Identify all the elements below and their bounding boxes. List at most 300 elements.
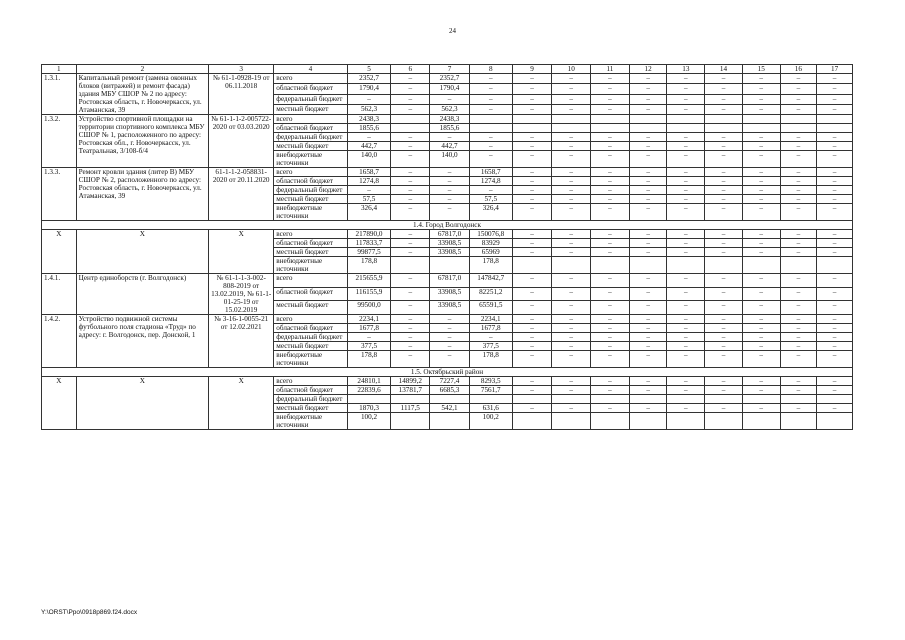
value-cell: 1677,8 bbox=[347, 324, 391, 333]
value-cell bbox=[430, 413, 470, 430]
value-cell: – bbox=[705, 104, 743, 114]
value-cell: – bbox=[817, 315, 853, 324]
value-cell: – bbox=[629, 195, 667, 204]
funding-source: всего bbox=[274, 230, 347, 239]
value-cell: – bbox=[591, 301, 630, 315]
funding-source: всего bbox=[274, 315, 347, 324]
funding-source: местный бюджет bbox=[274, 404, 347, 413]
value-cell: – bbox=[552, 351, 591, 368]
value-cell bbox=[817, 395, 853, 404]
item-number: 1.3.1. bbox=[42, 74, 77, 115]
value-cell bbox=[347, 395, 391, 404]
value-cell: – bbox=[817, 386, 853, 395]
value-cell: – bbox=[705, 274, 743, 288]
value-cell: – bbox=[705, 324, 743, 333]
funding-source: местный бюджет bbox=[274, 301, 347, 315]
value-cell: – bbox=[742, 239, 780, 248]
value-cell: – bbox=[391, 274, 430, 288]
value-cell: – bbox=[780, 404, 817, 413]
funding-source: местный бюджет bbox=[274, 142, 347, 151]
value-cell: – bbox=[591, 104, 630, 114]
value-cell bbox=[780, 257, 817, 274]
value-cell: – bbox=[591, 204, 630, 221]
value-cell: – bbox=[391, 186, 430, 195]
value-cell: – bbox=[667, 204, 705, 221]
file-path-footer: Y:\ORST\Ppo\0918p869.f24.docx bbox=[41, 609, 138, 616]
value-cell: 178,8 bbox=[347, 257, 391, 274]
value-cell: – bbox=[512, 74, 552, 84]
funding-source: местный бюджет bbox=[274, 195, 347, 204]
value-cell: – bbox=[705, 342, 743, 351]
value-cell: – bbox=[552, 151, 591, 168]
value-cell: – bbox=[430, 94, 470, 104]
section-title-row bbox=[42, 221, 853, 230]
value-cell: – bbox=[552, 94, 591, 104]
header-cell: 9 bbox=[512, 65, 552, 74]
item-name: Ремонт кровли здания (литер В) МБУ СШОР № 2, расположенного по адресу: Ростовская область, г. Новочеркасск, ул. Атаманская, 39 bbox=[76, 168, 208, 221]
table-row bbox=[42, 315, 853, 324]
value-cell: – bbox=[667, 142, 705, 151]
value-cell: – bbox=[780, 133, 817, 142]
item-number: Х bbox=[42, 377, 77, 430]
funding-source: областной бюджет bbox=[274, 386, 347, 395]
value-cell: – bbox=[817, 151, 853, 168]
value-cell: 57,5 bbox=[469, 195, 512, 204]
value-cell: – bbox=[705, 230, 743, 239]
value-cell: – bbox=[591, 151, 630, 168]
value-cell: – bbox=[742, 186, 780, 195]
header-cell: 11 bbox=[591, 65, 630, 74]
value-cell: – bbox=[742, 342, 780, 351]
value-cell: – bbox=[591, 239, 630, 248]
value-cell: – bbox=[591, 248, 630, 257]
value-cell bbox=[817, 124, 853, 133]
value-cell: – bbox=[742, 315, 780, 324]
value-cell: – bbox=[705, 333, 743, 342]
budget-table bbox=[41, 64, 853, 430]
value-cell: 1790,4 bbox=[430, 84, 470, 94]
value-cell: – bbox=[780, 84, 817, 94]
value-cell: – bbox=[552, 104, 591, 114]
value-cell: – bbox=[629, 204, 667, 221]
value-cell: – bbox=[742, 204, 780, 221]
value-cell: – bbox=[391, 195, 430, 204]
value-cell: – bbox=[667, 177, 705, 186]
value-cell: 2352,7 bbox=[347, 74, 391, 84]
value-cell: – bbox=[742, 248, 780, 257]
value-cell: – bbox=[817, 142, 853, 151]
value-cell: – bbox=[705, 404, 743, 413]
value-cell: – bbox=[629, 186, 667, 195]
value-cell: – bbox=[391, 168, 430, 177]
value-cell: – bbox=[512, 342, 552, 351]
value-cell: – bbox=[591, 404, 630, 413]
value-cell: – bbox=[552, 133, 591, 142]
value-cell: – bbox=[552, 168, 591, 177]
value-cell: – bbox=[817, 195, 853, 204]
value-cell: – bbox=[780, 142, 817, 151]
item-document: № 61-1-0928-19 от 06.11.2018 bbox=[209, 74, 274, 115]
value-cell: – bbox=[705, 239, 743, 248]
value-cell bbox=[391, 115, 430, 124]
section-title: 1.5. Октябрьский район bbox=[42, 368, 853, 377]
value-cell: 326,4 bbox=[347, 204, 391, 221]
value-cell: 178,8 bbox=[469, 257, 512, 274]
value-cell: – bbox=[667, 274, 705, 288]
value-cell: – bbox=[469, 186, 512, 195]
value-cell: – bbox=[347, 333, 391, 342]
value-cell: 140,0 bbox=[430, 151, 470, 168]
value-cell: – bbox=[705, 301, 743, 315]
funding-source: федеральный бюджет bbox=[274, 333, 347, 342]
funding-source: местный бюджет bbox=[274, 342, 347, 351]
value-cell: 1117,5 bbox=[391, 404, 430, 413]
value-cell: – bbox=[552, 84, 591, 94]
value-cell: 1677,8 bbox=[469, 324, 512, 333]
value-cell: – bbox=[742, 404, 780, 413]
value-cell: 562,3 bbox=[347, 104, 391, 114]
item-name: Центр единоборств (г. Волгодонск) bbox=[76, 274, 208, 315]
item-name: Капитальный ремонт (замена оконных блоков (витражей) и ремонт фасада) здания МБУ СШОР № 2 по адресу: Ростовская область, г. Новочеркасск, ул. Атаманская, 39 bbox=[76, 74, 208, 115]
value-cell: – bbox=[552, 74, 591, 84]
value-cell: – bbox=[667, 315, 705, 324]
funding-source: местный бюджет bbox=[274, 248, 347, 257]
value-cell: 1274,8 bbox=[347, 177, 391, 186]
value-cell: – bbox=[780, 239, 817, 248]
value-cell: – bbox=[742, 177, 780, 186]
value-cell: – bbox=[667, 333, 705, 342]
header-cell: 8 bbox=[469, 65, 512, 74]
value-cell: – bbox=[391, 177, 430, 186]
value-cell: – bbox=[430, 195, 470, 204]
value-cell: 178,8 bbox=[347, 351, 391, 368]
table-row bbox=[42, 230, 853, 239]
value-cell bbox=[667, 257, 705, 274]
value-cell: 13781,7 bbox=[391, 386, 430, 395]
value-cell: – bbox=[667, 133, 705, 142]
value-cell: – bbox=[780, 94, 817, 104]
value-cell: – bbox=[629, 351, 667, 368]
value-cell: – bbox=[512, 177, 552, 186]
value-cell: 326,4 bbox=[469, 204, 512, 221]
value-cell bbox=[552, 395, 591, 404]
item-document: Х bbox=[209, 230, 274, 274]
value-cell: – bbox=[512, 239, 552, 248]
value-cell: – bbox=[512, 377, 552, 386]
value-cell: – bbox=[552, 342, 591, 351]
item-document: Х bbox=[209, 377, 274, 430]
value-cell: – bbox=[591, 94, 630, 104]
value-cell: – bbox=[705, 386, 743, 395]
value-cell: – bbox=[430, 186, 470, 195]
value-cell bbox=[780, 413, 817, 430]
value-cell: – bbox=[667, 151, 705, 168]
value-cell: – bbox=[742, 104, 780, 114]
value-cell: – bbox=[591, 168, 630, 177]
value-cell: – bbox=[817, 74, 853, 84]
value-cell: – bbox=[780, 168, 817, 177]
value-cell: – bbox=[667, 168, 705, 177]
value-cell: – bbox=[430, 168, 470, 177]
value-cell: 116155,9 bbox=[347, 287, 391, 301]
value-cell bbox=[629, 257, 667, 274]
value-cell: – bbox=[817, 377, 853, 386]
value-cell: – bbox=[705, 186, 743, 195]
value-cell: 99877,5 bbox=[347, 248, 391, 257]
value-cell: – bbox=[591, 324, 630, 333]
value-cell bbox=[629, 115, 667, 124]
value-cell: – bbox=[347, 133, 391, 142]
value-cell: – bbox=[780, 315, 817, 324]
value-cell: – bbox=[817, 342, 853, 351]
header-cell: 10 bbox=[552, 65, 591, 74]
value-cell: 33908,5 bbox=[430, 301, 470, 315]
value-cell: – bbox=[629, 342, 667, 351]
value-cell: – bbox=[667, 351, 705, 368]
table-row bbox=[42, 377, 853, 386]
value-cell bbox=[705, 413, 743, 430]
item-document: № 3-16-1-0055-21 от 12.02.2021 bbox=[209, 315, 274, 368]
value-cell: – bbox=[742, 133, 780, 142]
value-cell: – bbox=[391, 315, 430, 324]
value-cell: – bbox=[629, 230, 667, 239]
value-cell: 217890,0 bbox=[347, 230, 391, 239]
value-cell: 442,7 bbox=[347, 142, 391, 151]
value-cell: – bbox=[667, 84, 705, 94]
item-number: 1.4.1. bbox=[42, 274, 77, 315]
value-cell: – bbox=[391, 230, 430, 239]
header-cell: 6 bbox=[391, 65, 430, 74]
value-cell: – bbox=[512, 133, 552, 142]
value-cell: – bbox=[469, 151, 512, 168]
value-cell: 65969 bbox=[469, 248, 512, 257]
value-cell: – bbox=[629, 333, 667, 342]
value-cell: – bbox=[705, 133, 743, 142]
item-number: 1.4.2. bbox=[42, 315, 77, 368]
value-cell: – bbox=[742, 74, 780, 84]
value-cell: 2234,1 bbox=[469, 315, 512, 324]
value-cell: – bbox=[512, 351, 552, 368]
value-cell bbox=[667, 413, 705, 430]
value-cell: 2234,1 bbox=[347, 315, 391, 324]
value-cell bbox=[512, 115, 552, 124]
value-cell: 8293,5 bbox=[469, 377, 512, 386]
value-cell: – bbox=[512, 195, 552, 204]
value-cell: 1855,6 bbox=[347, 124, 391, 133]
value-cell: – bbox=[629, 168, 667, 177]
value-cell bbox=[512, 257, 552, 274]
value-cell: – bbox=[629, 177, 667, 186]
value-cell bbox=[667, 395, 705, 404]
value-cell: 1274,8 bbox=[469, 177, 512, 186]
value-cell: – bbox=[667, 377, 705, 386]
value-cell: – bbox=[629, 142, 667, 151]
value-cell bbox=[591, 413, 630, 430]
value-cell: 67817,0 bbox=[430, 274, 470, 288]
value-cell: – bbox=[591, 274, 630, 288]
funding-source: всего bbox=[274, 168, 347, 177]
value-cell: – bbox=[780, 195, 817, 204]
value-cell: – bbox=[629, 133, 667, 142]
value-cell: – bbox=[780, 324, 817, 333]
value-cell bbox=[742, 115, 780, 124]
value-cell: – bbox=[817, 230, 853, 239]
value-cell: – bbox=[742, 301, 780, 315]
value-cell: 22839,6 bbox=[347, 386, 391, 395]
value-cell: – bbox=[469, 133, 512, 142]
value-cell: – bbox=[552, 386, 591, 395]
value-cell: – bbox=[512, 142, 552, 151]
value-cell: 14899,2 bbox=[391, 377, 430, 386]
value-cell: – bbox=[667, 301, 705, 315]
value-cell bbox=[629, 413, 667, 430]
funding-source: областной бюджет bbox=[274, 324, 347, 333]
value-cell: – bbox=[469, 142, 512, 151]
item-name: Х bbox=[76, 230, 208, 274]
value-cell: – bbox=[780, 151, 817, 168]
value-cell: – bbox=[629, 74, 667, 84]
page-number: 24 bbox=[449, 27, 456, 35]
value-cell: – bbox=[591, 230, 630, 239]
value-cell: – bbox=[391, 142, 430, 151]
value-cell bbox=[780, 115, 817, 124]
item-number: Х bbox=[42, 230, 77, 274]
value-cell bbox=[817, 257, 853, 274]
value-cell: – bbox=[817, 104, 853, 114]
value-cell: 631,6 bbox=[469, 404, 512, 413]
value-cell: – bbox=[591, 177, 630, 186]
value-cell: – bbox=[629, 248, 667, 257]
header-cell: 7 bbox=[430, 65, 470, 74]
value-cell: – bbox=[780, 287, 817, 301]
value-cell: – bbox=[512, 274, 552, 288]
funding-source: внебюджетные источники bbox=[274, 204, 347, 221]
value-cell: – bbox=[552, 195, 591, 204]
value-cell: – bbox=[780, 104, 817, 114]
header-cell: 3 bbox=[209, 65, 274, 74]
value-cell: – bbox=[780, 351, 817, 368]
item-name: Устройство подвижной системы футбольного поля стадиона «Труд» по адресу: г. Волгодонск, пер. Донской, 1 bbox=[76, 315, 208, 368]
item-document: № 61-1-1-2-005722-2020 от 03.03.2020 bbox=[209, 115, 274, 168]
value-cell: – bbox=[667, 324, 705, 333]
value-cell: – bbox=[391, 333, 430, 342]
value-cell: – bbox=[780, 377, 817, 386]
value-cell: – bbox=[391, 84, 430, 94]
funding-source: областной бюджет bbox=[274, 84, 347, 94]
value-cell: – bbox=[780, 204, 817, 221]
value-cell bbox=[391, 124, 430, 133]
funding-source: федеральный бюджет bbox=[274, 395, 347, 404]
value-cell bbox=[391, 257, 430, 274]
funding-source: федеральный бюджет bbox=[274, 94, 347, 104]
funding-source: внебюджетные источники bbox=[274, 351, 347, 368]
value-cell: 7561,7 bbox=[469, 386, 512, 395]
value-cell: – bbox=[552, 333, 591, 342]
funding-source: областной бюджет bbox=[274, 287, 347, 301]
value-cell: – bbox=[629, 151, 667, 168]
value-cell: – bbox=[430, 204, 470, 221]
value-cell: 33908,5 bbox=[430, 248, 470, 257]
value-cell: – bbox=[591, 287, 630, 301]
value-cell: – bbox=[512, 324, 552, 333]
value-cell: – bbox=[629, 104, 667, 114]
value-cell: 147842,7 bbox=[469, 274, 512, 288]
value-cell: – bbox=[512, 94, 552, 104]
value-cell: – bbox=[591, 186, 630, 195]
funding-source: местный бюджет bbox=[274, 104, 347, 114]
value-cell: – bbox=[667, 248, 705, 257]
value-cell: 33908,5 bbox=[430, 239, 470, 248]
item-number: 1.3.2. bbox=[42, 115, 77, 168]
header-cell: 13 bbox=[667, 65, 705, 74]
value-cell: 100,2 bbox=[469, 413, 512, 430]
value-cell: – bbox=[512, 204, 552, 221]
value-cell: – bbox=[512, 315, 552, 324]
header-cell: 16 bbox=[780, 65, 817, 74]
value-cell: – bbox=[629, 404, 667, 413]
value-cell bbox=[391, 395, 430, 404]
value-cell bbox=[552, 413, 591, 430]
value-cell: – bbox=[667, 386, 705, 395]
value-cell: – bbox=[667, 74, 705, 84]
value-cell: – bbox=[817, 333, 853, 342]
value-cell bbox=[780, 395, 817, 404]
value-cell: – bbox=[512, 104, 552, 114]
value-cell: – bbox=[817, 287, 853, 301]
value-cell: – bbox=[742, 386, 780, 395]
value-cell: – bbox=[347, 94, 391, 104]
value-cell: – bbox=[552, 204, 591, 221]
value-cell: – bbox=[705, 195, 743, 204]
value-cell: – bbox=[705, 177, 743, 186]
value-cell: 57,5 bbox=[347, 195, 391, 204]
value-cell: – bbox=[430, 333, 470, 342]
value-cell: – bbox=[552, 239, 591, 248]
value-cell: – bbox=[552, 274, 591, 288]
value-cell: 33908,5 bbox=[430, 287, 470, 301]
value-cell: 6685,3 bbox=[430, 386, 470, 395]
value-cell: – bbox=[629, 84, 667, 94]
value-cell: – bbox=[705, 142, 743, 151]
value-cell: – bbox=[705, 315, 743, 324]
value-cell bbox=[629, 395, 667, 404]
value-cell bbox=[742, 124, 780, 133]
value-cell bbox=[705, 124, 743, 133]
item-name: Х bbox=[76, 377, 208, 430]
header-row bbox=[42, 65, 853, 74]
value-cell: 178,8 bbox=[469, 351, 512, 368]
value-cell: – bbox=[552, 404, 591, 413]
value-cell: 377,5 bbox=[347, 342, 391, 351]
value-cell: – bbox=[552, 142, 591, 151]
value-cell: – bbox=[512, 287, 552, 301]
value-cell: 1658,7 bbox=[347, 168, 391, 177]
value-cell: – bbox=[552, 186, 591, 195]
value-cell bbox=[469, 395, 512, 404]
funding-source: всего bbox=[274, 377, 347, 386]
funding-source: федеральный бюджет bbox=[274, 186, 347, 195]
value-cell bbox=[512, 395, 552, 404]
value-cell: – bbox=[705, 377, 743, 386]
value-cell: – bbox=[667, 239, 705, 248]
value-cell bbox=[512, 413, 552, 430]
value-cell: 377,5 bbox=[469, 342, 512, 351]
value-cell: – bbox=[780, 177, 817, 186]
value-cell: – bbox=[705, 204, 743, 221]
value-cell: – bbox=[512, 404, 552, 413]
value-cell: – bbox=[591, 315, 630, 324]
value-cell: – bbox=[469, 94, 512, 104]
